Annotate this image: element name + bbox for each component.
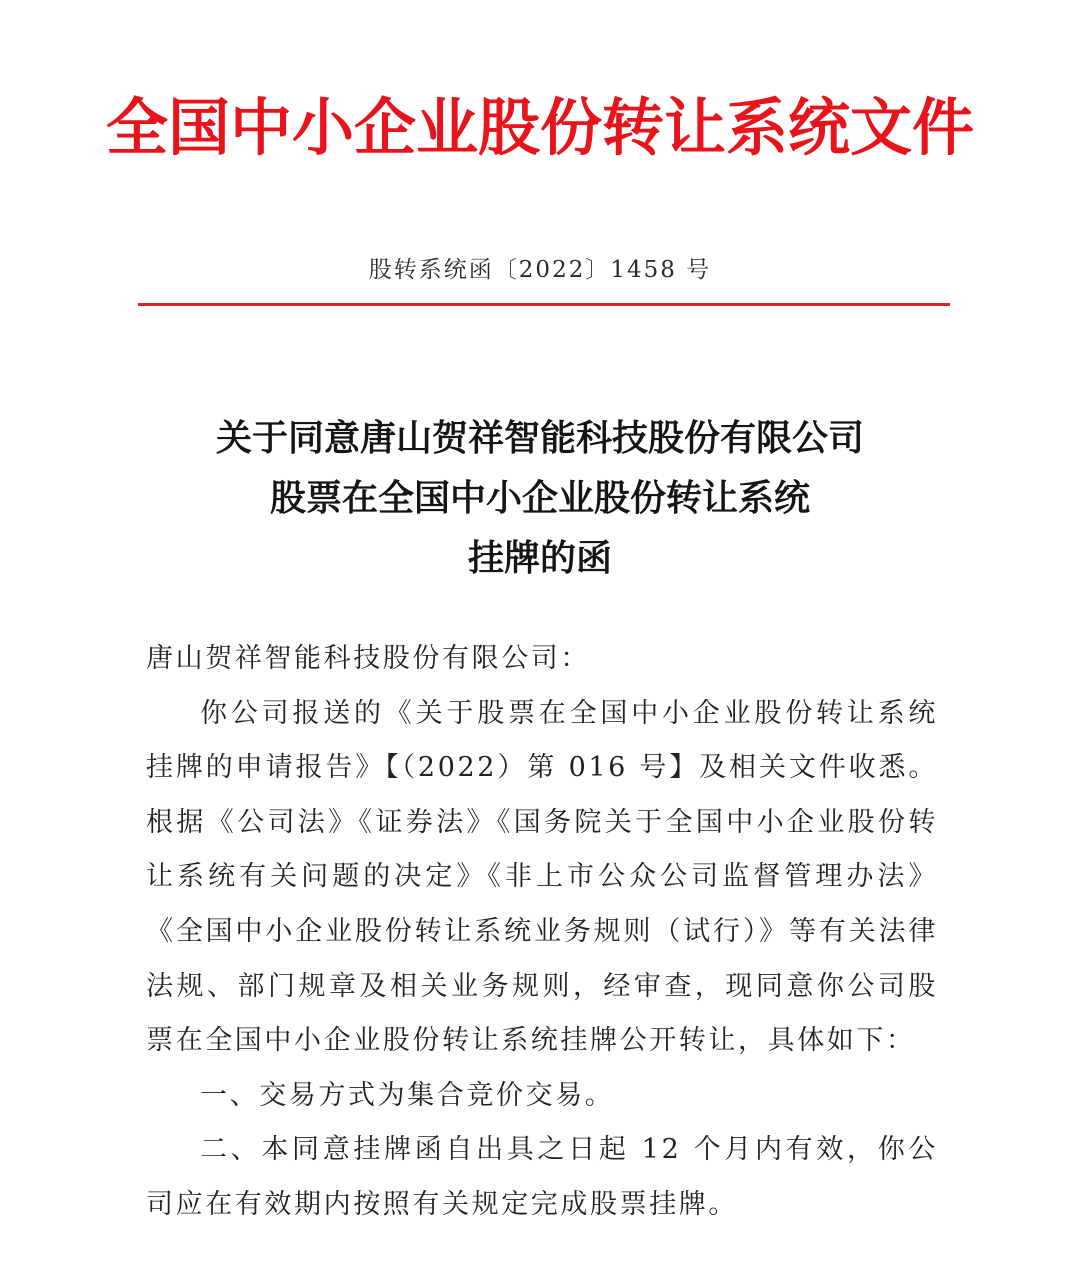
title-line-3: 挂牌的函 (467, 537, 612, 579)
org-red-header: 全国中小企业股份转让系统文件 (105, 91, 974, 164)
list-item-1: 一、交易方式为集合竞价交易。 (200, 1079, 615, 1111)
body-paragraph: 你公司报送的《关于股票在全国中小企业股份转让系统挂牌的申请报告》【（2022）第 016 号】及相关文件收悉。根据《公司法》《证券法》《国务院关于全国中小企业股份转让系统有关问题的决定》《非上市公众公司监督管理办法》《全国中小企业股份转让系统业务规则（试行）》等有关法律法规、部门规章及相关业务规则，经审查，现同意你公司股票在全国中小企业股份转让系统挂牌公开转让，具体如下： (146, 697, 938, 1057)
title-line-2: 股票在全国中小企业股份转让系统 (269, 477, 810, 519)
salutation: 唐山贺祥智能科技股份有限公司： (146, 643, 590, 674)
list-item-2: 二、本同意挂牌函自出具之日起 12 个月内有效，你公司应在有效期内按照有关规定完成股票挂牌。 (146, 1134, 938, 1220)
title-line-1: 关于同意唐山贺祥智能科技股份有限公司 (215, 417, 864, 459)
red-divider-rule (138, 303, 950, 306)
document-title (0, 408, 1080, 588)
document-number: 股转系统函〔2022〕1458 号 (368, 257, 712, 283)
document-body (146, 632, 938, 1233)
